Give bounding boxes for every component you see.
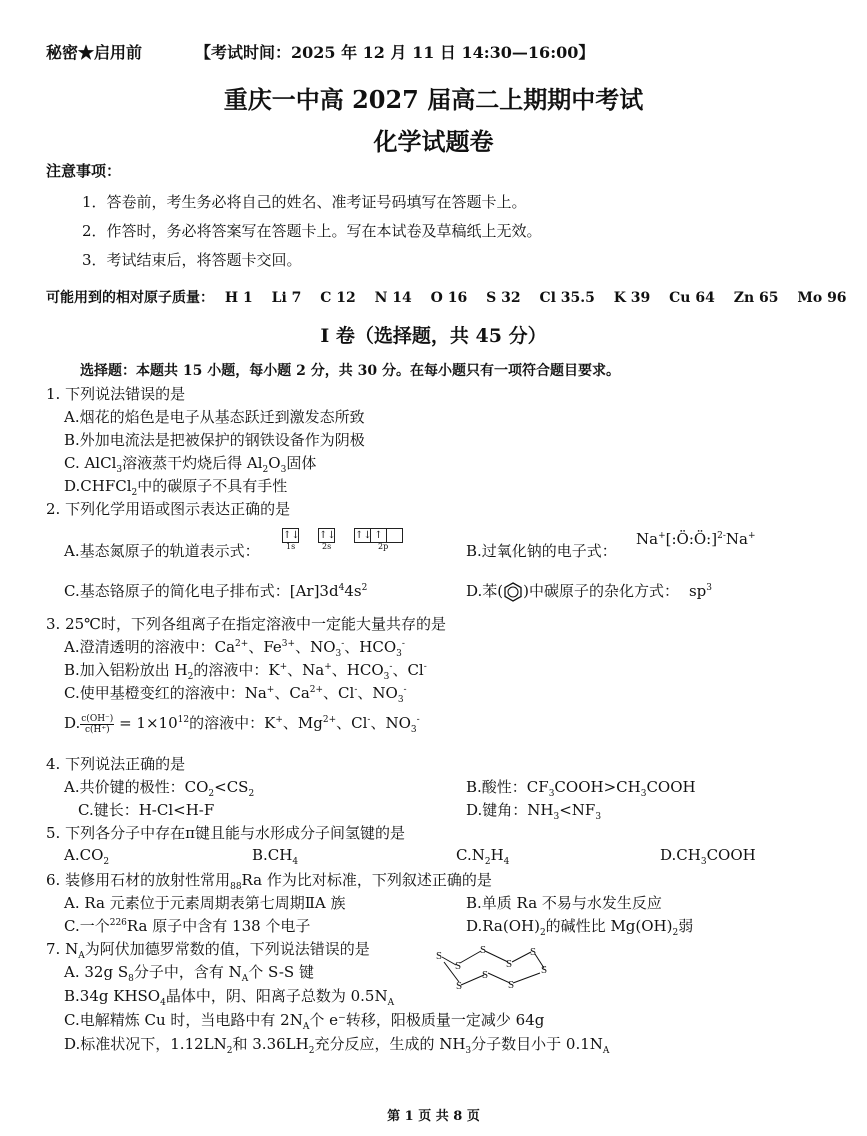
q7-option-b: B.34g $KHSO_4$晶体中，阴、阳离子总数为 $0.5N_A$	[64, 987, 395, 1008]
q3-option-d: D. $\frac{c(OH^-)}{c(H^+)}$ = $1\times 10^{12}$的溶液中：K+、$Mg^{2+}$、Cl-、$NO_3^-$	[64, 713, 420, 735]
atomic-mass-cu: Cu 64	[669, 290, 715, 306]
q1-option-a: A.烟花的焰色是电子从基态跃迁到激发态所致	[64, 408, 365, 426]
exam-time: 【考试时间：2025 年 12 月 11 日 14:30—16:00】	[195, 43, 595, 62]
s8-atom: S	[482, 969, 489, 981]
section-title: I 卷（选择题，共 45 分）	[320, 325, 547, 347]
exam-title: 重庆一中高 2027 届高二上期期中考试	[223, 85, 644, 114]
q4-option-b: B.酸性：$CF_3COOH>CH_3COOH$	[466, 778, 696, 799]
atomic-mass-c: C 12	[320, 290, 356, 306]
atomic-mass-li: Li 7	[271, 290, 302, 306]
s8-atom: S	[436, 950, 443, 962]
note-item-3: 3．考试结束后，将答题卡交回。	[82, 251, 302, 269]
q6-option-b: B.单质 Ra 不易与水发生反应	[466, 894, 662, 912]
q6-stem: 6. 装修用石材的放射性常用$_{88}$Ra 作为比对标准，下列叙述正确的是	[46, 871, 492, 892]
q6-option-a: A. Ra 元素位于元素周期表第七周期ⅡA 族	[64, 894, 346, 912]
page-footer: 第 1 页 共 8 页	[387, 1109, 480, 1124]
benzene-ring-icon	[503, 582, 523, 602]
q1-option-b: B.外加电流法是把被保护的钢铁设备作为阴极	[64, 431, 365, 449]
q2-option-c: C.基态铬原子的简化电子排布式：$[Ar]3d^44s^2$	[64, 582, 368, 600]
q3-option-b: B.加入铝粉放出 $H_2$的溶液中：K+、Na+、$HCO_3^-$、Cl-	[64, 661, 427, 682]
q7-stem: 7. $N_A$为阿伏加德罗常数的值，下列说法错误的是	[46, 940, 370, 961]
q7-option-c: C.电解精炼 Cu 时，当电路中有 $2N_A$个 e⁻转移，阳极质量一定减少 64g	[64, 1011, 545, 1032]
q5-option-b: $B.CH_4$	[252, 846, 299, 867]
atomic-mass-row	[46, 287, 847, 307]
s8-atom: S	[506, 958, 513, 970]
atomic-mass-label: 可能用到的相对原子质量：	[46, 290, 214, 306]
section-instruction: 选择题：本题共 15 小题，每小题 2 分，共 30 分。在每小题只有一项符合题目要求。	[80, 363, 620, 379]
orbital-2p-1: ↑↓	[355, 530, 372, 541]
atomic-mass-h: H 1	[224, 290, 253, 306]
q3-option-a: A.澄清透明的溶液中：$Ca^{2+}$、$Fe^{3+}$、$NO_3^-$、$HCO_3^-$	[64, 638, 405, 659]
note-item-2: 2．作答时，务必将答案写在答题卡上。写在本试卷及草稿纸上无效。	[82, 222, 542, 240]
q2-option-d: D.苯( )中碳原子的杂化方式： $sp^3$	[466, 582, 713, 600]
q4-option-c: C.键长：H-Cl<H-F	[78, 801, 215, 819]
q3-option-c: C.使甲基橙变红的溶液中：Na+、$Ca^{2+}$、Cl-、$NO_3^-$	[64, 684, 407, 705]
s8-atom: S	[480, 944, 487, 956]
q2-option-b: B.过氧化钠的电子式：	[466, 542, 617, 560]
orbital-2p-3	[386, 528, 403, 543]
orbital-label-2p: 2p	[378, 542, 389, 551]
s8-atom: S	[530, 946, 537, 958]
s8-ring-structure	[428, 938, 558, 998]
q5-stem: 5. 下列各分子中存在π键且能与水形成分子间氢键的是	[46, 824, 405, 842]
nitrogen-orbital-diagram	[282, 525, 422, 555]
atomic-mass-n: N 14	[374, 290, 412, 306]
q5-option-a: $A.CO_2$	[64, 846, 110, 867]
q1-option-d: D.CHFCl$_2$中的碳原子不具有手性	[64, 477, 288, 498]
s8-atom: S	[541, 964, 548, 976]
sodium-peroxide-electron-formula: Na+[:Ö:Ö:]$^{2-}$Na+	[636, 530, 756, 548]
exam-subtitle: 化学试题卷	[373, 127, 494, 156]
q6-option-c: C.一个$^{226}$Ra 原子中含有 138 个电子	[64, 917, 311, 935]
q4-option-d: D.键角：$NH_3<NF_3$	[466, 801, 602, 822]
q4-stem: 4. 下列说法正确的是	[46, 755, 186, 773]
orbital-2s: ↑↓	[319, 530, 336, 541]
q3-stem: 3. 25℃时，下列各组离子在指定溶液中一定能大量共存的是	[46, 615, 446, 633]
s8-atom: S	[508, 979, 515, 991]
secret-label: 秘密★启用前	[46, 43, 143, 62]
q7-option-d: D.标准状况下，$1.12LN_2$和 $3.36LH_2$充分反应，生成的 $NH_3$分子数目小于 $0.1N_A$	[64, 1035, 610, 1056]
atomic-mass-cl: Cl 35.5	[539, 290, 595, 306]
atomic-mass-s: S 32	[486, 290, 521, 306]
orbital-label-2s: 2s	[322, 542, 332, 551]
q2-stem: 2. 下列化学用语或图示表达正确的是	[46, 500, 291, 518]
q5-option-d: $D.CH_3COOH$	[660, 846, 756, 867]
atomic-mass-k: K 39	[613, 290, 651, 306]
atomic-mass-mo: Mo 96	[797, 290, 847, 306]
s8-atom: S	[456, 980, 463, 992]
note-item-1: 1．答卷前，考生务必将自己的姓名、准考证号码填写在答题卡上。	[82, 193, 527, 211]
orbital-1s: ↑↓	[283, 530, 300, 541]
q1-option-c: C. AlCl$_3$溶液蒸干灼烧后得 $Al_2O_3$固体	[64, 454, 317, 475]
q2-option-a: A.基态氮原子的轨道表示式：	[64, 542, 260, 560]
q5-option-c: $C.N_2H_4$	[456, 846, 510, 867]
q1-stem: 1. 下列说法错误的是	[46, 385, 186, 403]
orbital-label-1s: 1s	[286, 542, 296, 551]
q4-option-a: A.共价键的极性：$CO_2<CS_2$	[64, 778, 255, 799]
atomic-mass-zn: Zn 65	[733, 290, 779, 306]
s8-atom: S	[455, 960, 462, 972]
orbital-2p-2: ↑	[370, 528, 387, 543]
hydroxide-hydrogen-ratio: $\frac{c(OH^-)}{c(H^+)}$	[81, 713, 114, 735]
atomic-mass-o: O 16	[430, 290, 468, 306]
q7-option-a: A. 32g $S_8$分子中，含有 $N_A$个 S-S 键	[64, 963, 314, 984]
q6-option-d: $D.Ra(OH)_2$的碱性比 $Mg(OH)_2$弱	[466, 917, 694, 938]
notes-heading: 注意事项：	[46, 162, 122, 180]
